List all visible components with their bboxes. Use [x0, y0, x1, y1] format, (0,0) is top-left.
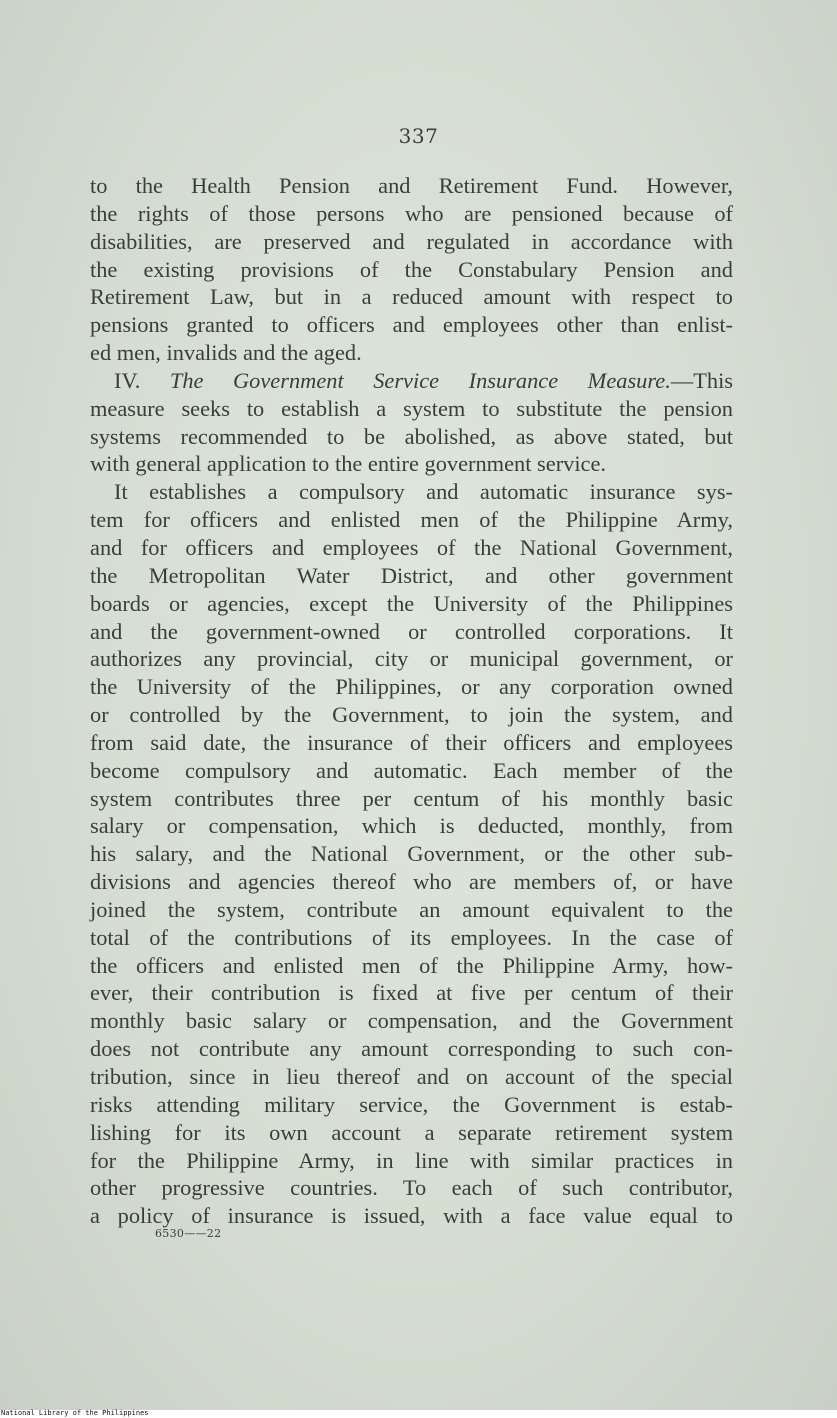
text-line: divisions and agencies thereof who are members of, or have — [90, 869, 733, 895]
text-line: tribution, since in lieu thereof and on account of the special — [90, 1064, 733, 1089]
text-line: risks attending military service, the Government is estab- — [90, 1091, 733, 1117]
text-line: the Metropolitan Water District, and other government — [90, 562, 733, 588]
section-number: IV. — [114, 367, 170, 393]
section-heading-rest: —This — [670, 367, 734, 393]
text-line: a policy of insurance is issued, with a face value equal to — [90, 1203, 733, 1229]
footer-credit: National Library of the Philippines — [1, 1409, 149, 1417]
body-text — [90, 172, 733, 1230]
text-line: the officers and enlisted men of the Philippine Army, how- — [90, 952, 733, 978]
text-line: tem for officers and enlisted men of the Philippine Army, — [90, 507, 733, 533]
text-line: the rights of those persons who are pensioned because of — [90, 200, 733, 226]
text-line: does not contribute any amount corresponding to such con- — [90, 1036, 733, 1062]
text-line: ed men, invalids and the aged. — [90, 340, 362, 366]
text-line: monthly basic salary or compensation, and the Government — [90, 1008, 733, 1034]
page-number: 337 — [398, 124, 439, 148]
text-line: become compulsory and automatic. Each member of the — [90, 757, 733, 783]
text-line: for the Philippine Army, in line with similar practices in — [90, 1147, 733, 1173]
text-line: and the government-owned or controlled corporations. It — [90, 618, 733, 644]
text-line: measure seeks to establish a system to substitute the pension — [90, 395, 733, 421]
text-line: the University of the Philippines, or any corporation owned — [90, 674, 733, 700]
text-line: lishing for its own account a separate retirement system — [90, 1119, 733, 1145]
text-line: It establishes a compulsory and automatic insurance sys- — [114, 479, 733, 505]
text-line: from said date, the insurance of their officers and employees — [90, 729, 733, 755]
text-line: the existing provisions of the Constabulary Pension and — [90, 256, 733, 282]
text-line: his salary, and the National Government, or the other sub- — [90, 841, 733, 867]
text-line: pensions granted to officers and employees other than enlist- — [90, 312, 733, 338]
text-line: joined the system, contribute an amount equivalent to the — [90, 896, 733, 922]
section-title: The Government Service Insurance Measure. — [169, 367, 671, 393]
text-line: ever, their contribution is fixed at five per centum of their — [90, 980, 733, 1006]
text-line: or controlled by the Government, to join the system, and — [90, 702, 733, 728]
text-line: systems recommended to be abolished, as above stated, but — [90, 423, 733, 449]
text-line: boards or agencies, except the University of the Philippines — [90, 590, 733, 616]
text-line: total of the contributions of its employees. In the case of — [90, 924, 733, 950]
text-line: Retirement Law, but in a reduced amount with respect to — [90, 284, 733, 310]
text-line: salary or compensation, which is deducted, monthly, from — [90, 813, 733, 839]
text-line: other progressive countries. To each of such contributor, — [90, 1175, 733, 1201]
text-line: system contributes three per centum of his monthly basic — [90, 785, 733, 811]
text-line: and for officers and employees of the National Government, — [90, 534, 733, 560]
text-line: disabilities, are preserved and regulated in accordance with — [90, 228, 733, 254]
section-heading-line — [90, 367, 733, 395]
signature-mark: 6530——22 — [155, 1227, 222, 1240]
text-line: to the Health Pension and Retirement Fund. However, — [90, 173, 733, 198]
text-line: authorizes any provincial, city or municipal government, or — [90, 646, 733, 672]
text-line: with general application to the entire government service. — [90, 451, 607, 477]
